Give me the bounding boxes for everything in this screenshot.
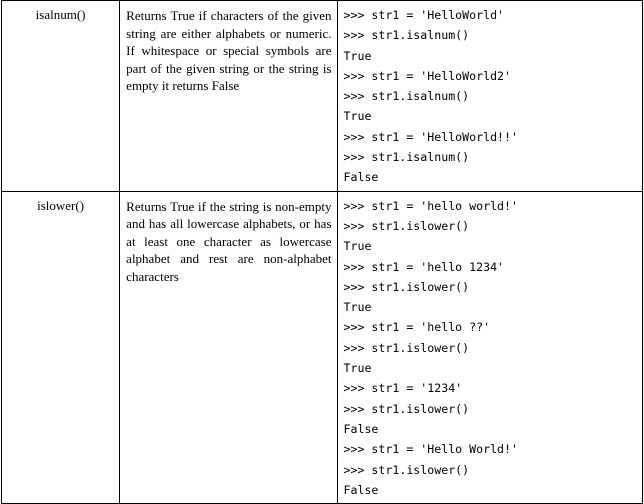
- code-line: >>> str1.isalnum(): [343, 89, 470, 104]
- code-line: >>> str1.isalnum(): [343, 28, 470, 43]
- code-line: >>> str1.islower(): [343, 218, 470, 233]
- code-line: True: [343, 48, 372, 63]
- code-line: >>> str1 = 'HelloWorld2': [343, 68, 512, 83]
- code-line: >>> str1.islower(): [343, 279, 470, 294]
- description-text: Returns True if characters of the given string are either alphabets or numeric. If whitespace or special symbols are part of the given string or the string is empty it returns False: [126, 8, 332, 93]
- function-cell: [2, 1, 120, 192]
- example-cell: [337, 1, 643, 192]
- table-row: [2, 191, 643, 503]
- code-line: >>> str1 = 'hello ??': [343, 320, 491, 335]
- code-line: True: [343, 300, 372, 315]
- function-name: islower(): [37, 197, 85, 213]
- function-name: isalnum(): [35, 7, 86, 22]
- description-text: Returns True if the string is non-empty and has all lowercase alphabets, or has at least one character as lowercase alphabet and rest are non-alphabet characters: [126, 198, 332, 284]
- example-code: [338, 1, 643, 191]
- example-cell: [337, 191, 643, 503]
- code-line: >>> str1 = 'hello 1234': [343, 259, 505, 274]
- code-line: >>> str1 = 'hello world!': [343, 198, 519, 213]
- code-line: False: [343, 482, 379, 497]
- function-cell: [2, 191, 120, 503]
- code-line: >>> str1 = 'Hello World!': [343, 442, 519, 457]
- description-cell: [120, 191, 337, 503]
- code-line: >>> str1.isalnum(): [343, 150, 470, 165]
- code-line: >>> str1 = 'HelloWorld': [343, 8, 505, 22]
- code-line: >>> str1.islower(): [343, 340, 470, 355]
- table-row: [2, 1, 643, 192]
- code-line: True: [343, 239, 372, 254]
- example-code: [338, 192, 643, 503]
- code-line: >>> str1 = '1234': [343, 381, 463, 396]
- code-line: False: [343, 170, 379, 185]
- code-line: >>> str1.islower(): [343, 462, 470, 477]
- code-line: True: [343, 109, 372, 124]
- code-line: False: [343, 421, 379, 436]
- description-cell: [120, 1, 337, 192]
- string-methods-table: [1, 0, 643, 504]
- code-line: >>> str1.islower(): [343, 401, 470, 416]
- code-line: >>> str1 = 'HelloWorld!!': [343, 129, 519, 144]
- code-line: True: [343, 361, 372, 376]
